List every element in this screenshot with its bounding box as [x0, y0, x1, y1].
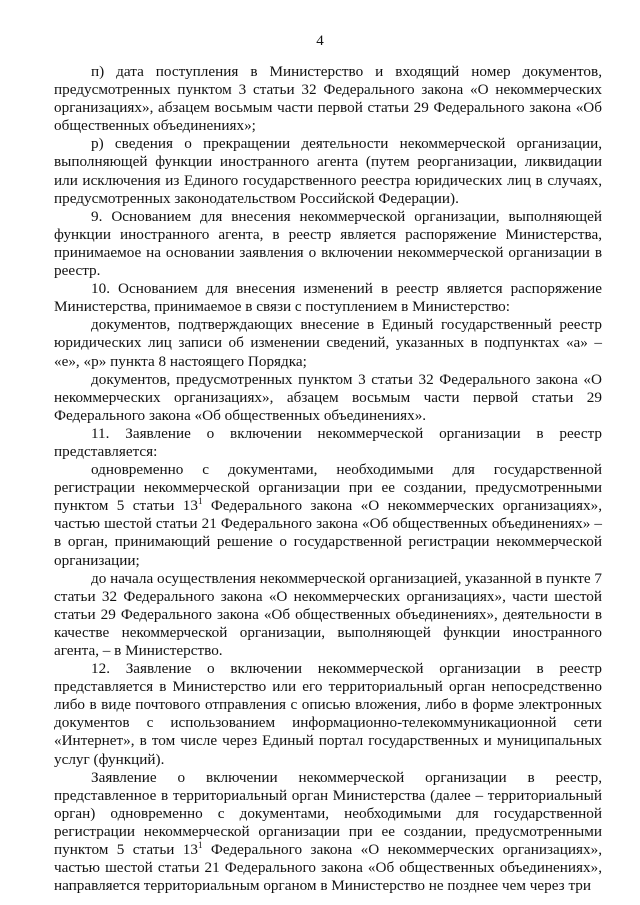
paragraph-text: Федерального закона «О некоммерческих организациях», частью шестой статьи 21 Федерального закона «Об общественных объединениях», направляется территориальным органом в Министерство не позднее чем через три: [54, 841, 603, 895]
paragraph-item-12: 12. Заявление о включении некоммерческой организации в реестр представляется в Министерство или его территориальный орган непосредственно либо в виде почтового отправления с описью вложения, либо в форме электронных документов с использованием информационно-телекоммуникационной сети «Интернет», в том числе через Единый портал государственных и муниципальных услуг (функций).: [54, 660, 602, 768]
paragraph-subitem-r: р) сведения о прекращении деятельности некоммерческой организации, выполняющей функции иностранного агента (путем реорганизации, ликвидации или исключения из Единого государственного реестра юридических лиц в случаях, предусмотренных законодательством Российской Федерации).: [54, 135, 602, 207]
paragraph-item-12-territorial: [54, 769, 602, 896]
document-body: [54, 63, 602, 895]
paragraph-item-11-before-activity: до начала осуществления некоммерческой организацией, указанной в пункте 7 статьи 32 Федерального закона «О некоммерческих организациях», части шестой статьи 29 Федерального закона «Об общественных объединениях», деятельности в качестве некоммерческой организации, выполняющей функции иностранного агента, – в Министерство.: [54, 569, 602, 659]
paragraph-text: одновременно с документами, необходимыми для государственной регистрации некоммерческой организации при ее создании, предусмотренными пунктом 5 статьи 13: [54, 461, 602, 515]
page-number: 4: [316, 33, 324, 49]
paragraph-subitem-p: п) дата поступления в Министерство и входящий номер документов, предусмотренных пунктом 3 статьи 32 Федерального закона «О некоммерческих организациях», абзацем восьмым части первой статьи 29 Федерального закона «Об общественных объединениях»;: [54, 63, 602, 135]
superscript: 1: [198, 839, 203, 850]
paragraph-item-10-documents-law: документов, предусмотренных пунктом 3 статьи 32 Федерального закона «О некоммерческих организациях», абзацем восьмым части первой статьи 29 Федерального закона «Об общественных объединениях».: [54, 370, 602, 424]
paragraph-item-11-simultaneous: [54, 461, 602, 570]
paragraph-item-9: 9. Основанием для внесения некоммерческой организации, выполняющей функции иностранного агента, в реестр является распоряжение Министерства, принимаемое на основании заявления о включении некоммерческой организации в реестр.: [54, 207, 602, 280]
paragraph-item-11: 11. Заявление о включении некоммерческой организации в реестр представляется:: [54, 424, 602, 460]
paragraph-item-10-documents-egrul: документов, подтверждающих внесение в Единый государственный реестр юридических лиц записи об изменении сведений, указанных в подпунктах «а» – «е», «р» пункта 8 настоящего Порядка;: [54, 316, 602, 370]
superscript: 1: [198, 496, 203, 507]
paragraph-text: Заявление о включении некоммерческой организации в реестр, представленное в территориальный орган Министерства (далее – территориальный орган) одновременно с документами, необходимыми для государственной регистрации некоммерческой организации при ее создании, предусмотренными пунктом 5 статьи 13: [54, 768, 602, 859]
paragraph-item-10: 10. Основанием для внесения изменений в реестр является распоряжение Министерства, принимаемое в связи с поступлением в Министерство:: [54, 280, 602, 316]
paragraph-text: Федерального закона «О некоммерческих организациях», частью шестой статьи 21 Федерального закона «Об общественных объединениях» – в орган, принимающий решение о государственной регистрации некоммерческой организации;: [54, 497, 603, 569]
